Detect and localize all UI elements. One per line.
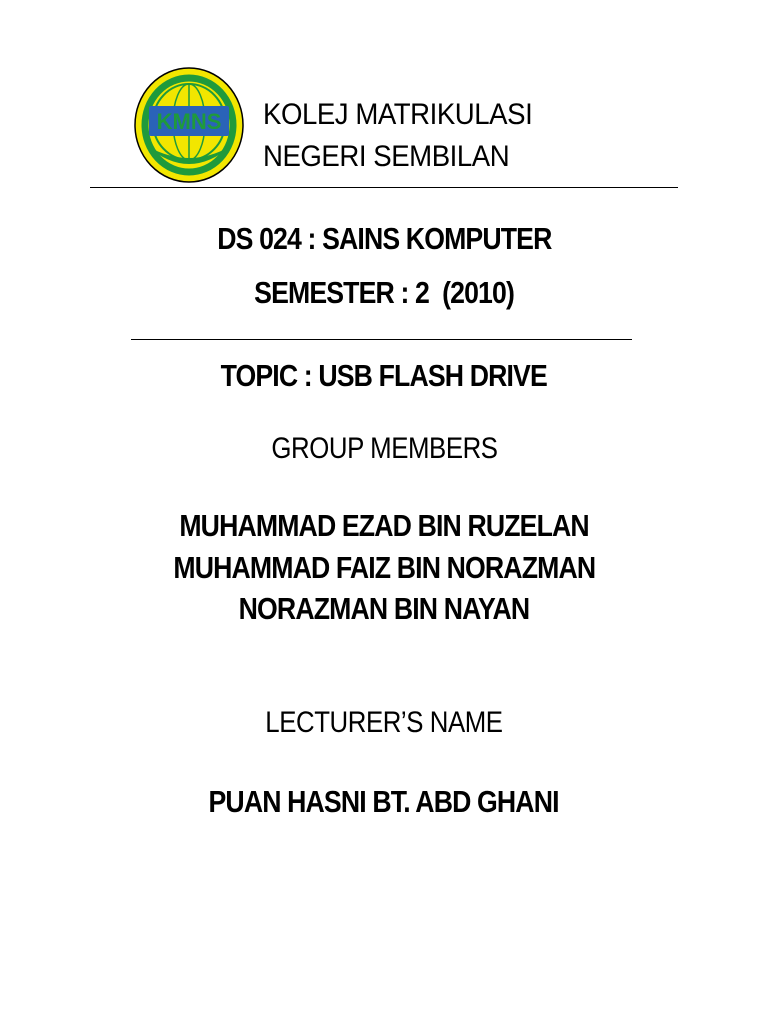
topic-title: TOPIC : USB FLASH DRIVE [220, 358, 548, 393]
section-divider [131, 339, 632, 340]
college-logo-emblem [133, 66, 245, 184]
college-name-line2: NEGERI SEMBILAN [263, 140, 510, 173]
course-title: DS 024 : SAINS KOMPUTER [216, 221, 552, 256]
lecturer-label-line [0, 706, 768, 740]
semester: SEMESTER : 2 (2010) [254, 275, 514, 310]
lecturer-name: PUAN HASNI BT. ABD GHANI [208, 784, 560, 819]
semester-line [0, 275, 768, 311]
logo-letters: KMNS [156, 109, 222, 134]
header-divider [90, 187, 678, 188]
member-line [0, 508, 768, 544]
member-name: MUHAMMAD EZAD BIN RUZELAN [179, 508, 589, 543]
lecturer-label: LECTURER’S NAME [265, 706, 503, 739]
lecturer-name-line [0, 784, 768, 820]
group-members-label-line [0, 432, 768, 466]
member-line [0, 591, 768, 627]
college-name [263, 94, 532, 178]
college-name-line1: KOLEJ MATRIKULASI [263, 98, 533, 131]
topic-line [0, 358, 768, 394]
member-name: NORAZMAN BIN NAYAN [238, 591, 530, 626]
group-members-label: GROUP MEMBERS [270, 432, 498, 465]
member-line [0, 550, 768, 586]
college-logo [133, 66, 245, 184]
member-name: MUHAMMAD FAIZ BIN NORAZMAN [173, 550, 595, 585]
course-title-line [0, 221, 768, 257]
